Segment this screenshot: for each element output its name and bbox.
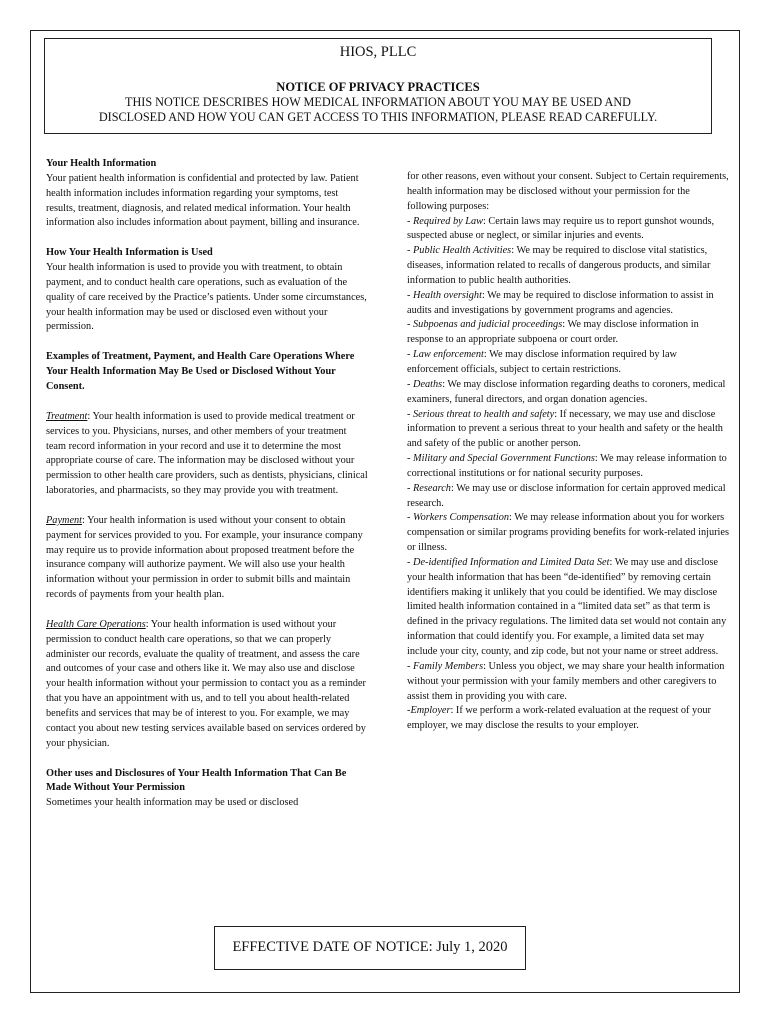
disclosure-purpose-item [407, 348, 729, 378]
purpose-text: : We may be required to disclose information to assist in audits and investigations by government programs and agencies. [407, 289, 714, 316]
health-info-body: Your patient health information is confidential and protected by law. Patient health information includes information regarding your symptoms, test results, treatment, diagnosis, and related medical information. Your health information also includes information about payment, billing and insurance. [46, 172, 360, 229]
payment-term: Payment [46, 514, 83, 526]
purpose-term: Serious threat to health and safety [413, 408, 555, 420]
used-body: Your health information is used to provide you with treatment, to obtain payment, and to conduct health care operations, such as evaluation of the quality of care received by the Practice’s patients. Under some circumstances, your health information may be used or disclosed even without your permission. [46, 262, 367, 333]
purpose-text: : If we perform a work-related evaluation at the request of your employer, we may disclose the results to your employer. [407, 705, 711, 732]
item-prefix: - [407, 705, 411, 717]
purpose-text: : We may disclose information in response to an appropriate subpoena or court order. [407, 319, 699, 346]
purpose-text: : Certain laws may require us to report gunshot wounds, suspected abuse or neglect, or similar injuries and events. [407, 215, 715, 242]
disclosure-purpose-item [407, 511, 729, 556]
disclosure-purpose-item [407, 289, 729, 319]
examples-heading: Examples of Treatment, Payment, and Health Care Operations Where Your Health Information May Be Used or Disclosed Without Your Consent. [46, 351, 355, 392]
purpose-term: Subpoenas and judicial proceedings [413, 319, 563, 331]
purpose-term: Law enforcement [413, 349, 484, 361]
disclosure-purpose-list [407, 215, 729, 735]
purpose-term: Research [413, 482, 451, 494]
other-uses-section [46, 767, 368, 812]
item-prefix: - [407, 215, 414, 227]
purpose-text: : We may release information to correctional institutions or for national security purposes. [407, 453, 727, 479]
purpose-text: : We may release information about you for workers compensation or similar programs providing benefits for work-related injuries or illness. [407, 512, 729, 554]
org-name: HIOS, PLLC [339, 44, 417, 60]
purpose-term: De-identified Information and Limited Data Set [413, 556, 610, 568]
notice-description [45, 95, 711, 125]
disclosure-purpose-item [407, 452, 729, 482]
header-box [44, 38, 712, 134]
purpose-text: : Unless you object, we may share your health information without your permission with your family members and other caregivers to assist them in providing you with care. [407, 660, 725, 702]
item-prefix: - [407, 349, 414, 361]
purpose-term: Health oversight [413, 289, 482, 301]
payment-section [46, 514, 368, 603]
item-prefix: - [407, 319, 414, 331]
purpose-text: : If necessary, we may use and disclose information to prevent a serious threat to your health and safety or the health and safety of the public or another person. [407, 408, 723, 450]
purpose-text: : We may use and disclose your health information that has been “de-identified” by removing certain identifiers making it unlikely that you could be identified. We may disclose limited health information contained in a “limited data set” as that term is defined in the privacy regulations. The limited data set would not contain any information that could identify you. For example, a limited data set may include your city, county, and zip code, but not your name or street address. [407, 556, 727, 657]
item-prefix: - [407, 289, 414, 301]
effective-date: EFFECTIVE DATE OF NOTICE: July 1, 2020 [232, 939, 508, 955]
right-column [407, 170, 729, 734]
operations-term: Health Care Operations [46, 618, 146, 630]
purpose-term: Family Members [413, 660, 484, 672]
purpose-term: Workers Compensation [413, 512, 510, 524]
item-prefix: - [407, 660, 414, 672]
disclosure-purpose-item [407, 556, 729, 660]
purpose-text: : We may disclose information required by law enforcement officials, subject to certain restrictions. [407, 349, 677, 375]
item-prefix: - [407, 245, 414, 257]
item-prefix: - [407, 556, 414, 568]
purpose-term: Deaths [413, 378, 443, 390]
item-prefix: - [407, 378, 414, 390]
health-info-section [46, 157, 368, 231]
description-line-1: THIS NOTICE DESCRIBES HOW MEDICAL INFORMATION ABOUT YOU MAY BE USED AND [125, 95, 631, 109]
purpose-text: : We may use or disclose information for certain approved medical research. [407, 482, 726, 509]
used-section [46, 246, 368, 335]
disclosure-purpose-item [407, 660, 729, 705]
item-prefix: - [407, 512, 414, 524]
item-prefix: - [407, 482, 414, 494]
right-intro: for other reasons, even without your consent. Subject to Certain requirements, health information may be disclosed without your permission for the following purposes: [407, 171, 729, 212]
treatment-term: Treatment [46, 410, 88, 422]
disclosure-purpose-item [407, 318, 729, 348]
effective-date-box [214, 926, 526, 970]
operations-body: : Your health information is used without your permission to conduct health care operations, so that we can properly administer our records, evaluate the quality of treatment, and assess the care and outcomes of your case and others like it. We may also use and disclose your health information without your permission to contact you as a reminder that you have an appointment with us, and to tell you about health-related benefits and services that may be of interest to you. For example, we may contact you about new testing services available based on services ordered by your physician. [46, 618, 366, 749]
purpose-term: Public Health Activities [413, 245, 512, 257]
left-column [46, 157, 368, 811]
purpose-text: : We may disclose information regarding deaths to coroners, medical examiners, funeral directors, and organ donation agencies. [407, 378, 726, 405]
disclosure-purpose-item [407, 244, 729, 289]
description-line-2: DISCLOSED AND HOW YOU CAN GET ACCESS TO THIS INFORMATION, PLEASE READ CAREFULLY. [98, 110, 658, 124]
item-prefix: - [407, 453, 414, 465]
treatment-section [46, 410, 368, 499]
disclosure-purpose-item [407, 408, 729, 453]
disclosure-purpose-item [407, 704, 729, 734]
health-info-heading: Your Health Information [46, 158, 157, 169]
item-prefix: - [407, 408, 414, 420]
other-uses-body: Sometimes your health information may be used or disclosed [46, 797, 299, 809]
disclosure-purpose-item [407, 378, 729, 408]
notice-title: NOTICE OF PRIVACY PRACTICES [276, 80, 480, 94]
purpose-text: : We may be required to disclose vital statistics, diseases, information related to recalls of dangerous products, and similar information to public health authorities. [407, 245, 711, 286]
disclosure-purpose-item [407, 215, 729, 245]
operations-section [46, 618, 368, 752]
treatment-body: : Your health information is used to provide medical treatment or services to you. Physicians, nurses, and other members of your treatment team record information in your record and use it to determine the most appropriate course of care. The information may be disclosed without your permission to other health care providers, such as dentists, physicians, clinical laboratories, and pharmacists, so they may provide you with treatment. [46, 410, 368, 497]
purpose-term: Military and Special Government Functions [413, 453, 595, 465]
disclosure-purpose-item [407, 482, 729, 512]
purpose-term: Required by Law [413, 215, 483, 227]
purpose-term: Employer [410, 705, 451, 717]
used-heading: How Your Health Information is Used [46, 247, 213, 259]
other-uses-heading: Other uses and Disclosures of Your Health Information That Can Be Made Without Your Permission [46, 767, 347, 794]
payment-body: : Your health information is used without your consent to obtain payment for services provided to you. For example, your insurance company may require us to provide information about proposed treatment before the insurance company will authorize payment. We will also use your health information without your permission in order to submit bills and maintain records of payments from your health plan. [46, 514, 363, 601]
